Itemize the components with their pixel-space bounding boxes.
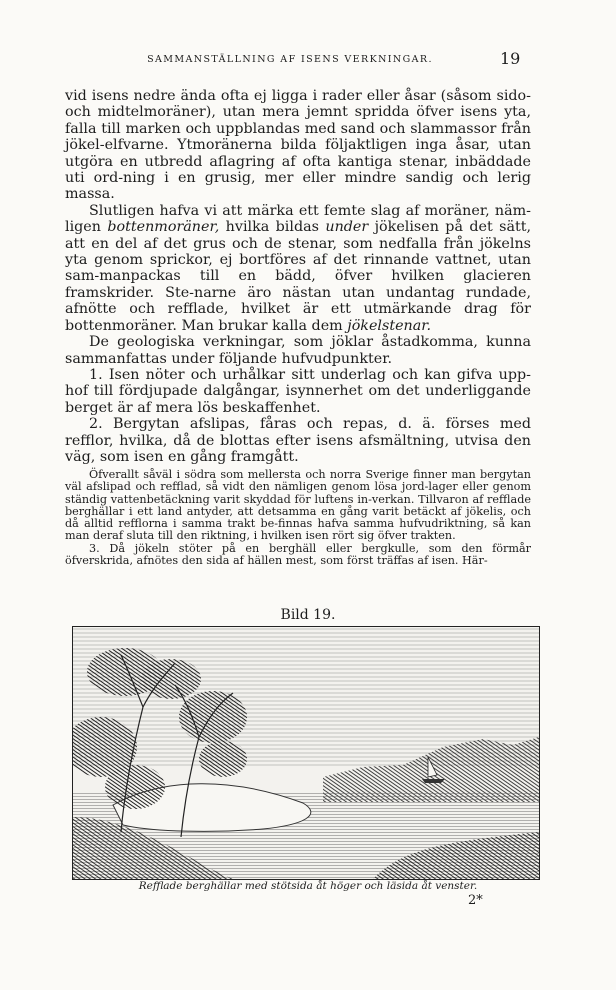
main-text [65, 88, 531, 465]
figure-caption: Refflade berghällar med stötsida åt höger och läsida åt venster. [138, 880, 478, 892]
small-paragraph-1: Öfverallt såväl i södra som mellersta och norra Sverige finner man bergytan väl afslipad och refflad, så vidt den nämligen genom lösa jord-lager eller genom ständig vattenbetäckning varit skyddad för luftens in-verkan. Tillvaron af refflade berghällar i ett land antyder, att detsamma en gång varit betäckt af jökelis, och då alltid refflorna i samma trakt be-finnas hafva samma hufvudriktning, så kan man deraf sluta till den riktning, i hvilken isen rört sig öfver trakten. [65, 468, 531, 543]
landscape-illustration [73, 627, 539, 879]
paragraph-3: De geologiska verkningar, som jöklar åstadkomma, kunna sammanfattas under följande hufvudpunkter. [65, 334, 531, 367]
term-under: under [325, 219, 369, 236]
figure-title: Bild 19. [280, 607, 336, 623]
paragraph-4-point-1: 1. Isen nöter och urhålkar sitt underlag och kan gifva upp-hof till fördjupade dalgångar, isynnerhet om det underliggande berget är af mera lös beskaffenhet. [65, 366, 531, 416]
term-jokelstenar: jökelstenar. [347, 317, 432, 334]
small-print-text [65, 469, 531, 567]
printer-signature: 2* [468, 893, 483, 908]
figure-engraving [72, 626, 540, 880]
paragraph-5-point-2: 2. Bergytan afslipas, fåras och repas, d. ä. förses med refflor, hvilka, då de blottas efter isens afsmältning, utvisa den väg, som isen en gång framgått. [65, 416, 531, 465]
page-number: 19 [500, 49, 521, 68]
term-bottenmoraner: bottenmoräner, [107, 219, 220, 236]
paragraph-2: Slutligen hafva vi att märka ett femte slag af moräner, näm-ligen bottenmoräner, hvilka bildas under jökelisen på det sätt, att en del af det grus och de stenar, som nedfalla från jökelns yta genom sprickor, ej bortföres af det rinnande vattnet, utan sam-manpackas till en bädd, öfver hvilken glacieren framskrider. Ste-narne äro nästan utan undantag rundade, afnötte och refflade, hvilket är ett utmärkande drag för bottenmoräner. Man brukar kalla dem jökelstenar. [65, 202, 532, 334]
running-title: SAMMANSTÄLLNING AF ISENS VERKNINGAR. [147, 54, 433, 65]
small-paragraph-2: 3. Då jökeln stöter på en berghäll eller bergkulle, som den förmår öfverskrida, afnötes den sida af hällen mest, som först träffas af isen. Här- [65, 541, 531, 568]
paragraph-1: vid isens nedre ända ofta ej ligga i rader eller åsar (såsom sido- och midtelmoräner), utan mera jemnt spridda öfver isens yta, falla till marken och uppblandas med sand och slammassor från jökel-elfvarne. Ytmoränerna bilda följaktligen inga åsar, utan utgöra en utbredd aflagring af ofta kantiga stenar, inbäddade uti ord-ning i en grusig, mer eller mindre sandig och lerig massa. [65, 88, 531, 203]
